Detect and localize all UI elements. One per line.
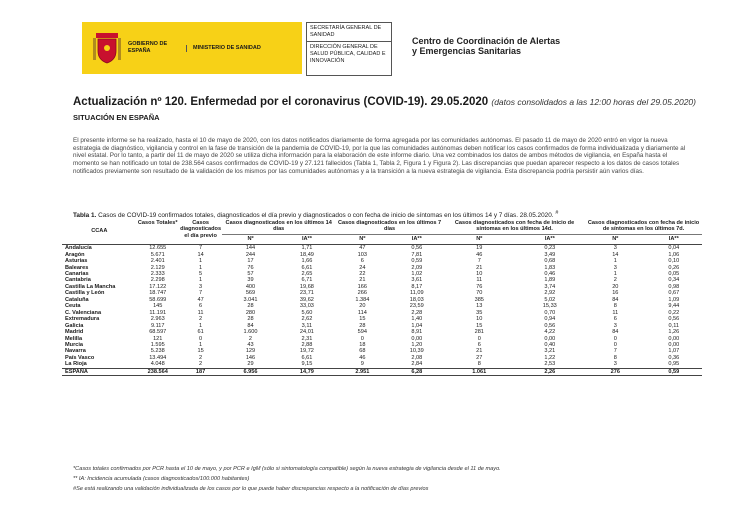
value-cell: 9 — [360, 361, 364, 368]
value-cell: 2 — [199, 361, 203, 368]
value-cell: 19 — [476, 245, 483, 252]
covid-cases-table — [62, 219, 702, 376]
value-cell: 3 — [613, 322, 617, 329]
centro-label: Centro de Coordinación de Alertas y Emergencias Sanitarias — [412, 36, 561, 56]
value-cell: 2,31 — [301, 335, 313, 342]
col-ia: IA** — [279, 234, 335, 244]
ccaa-cell: Cataluña — [65, 296, 89, 303]
value-cell: 0 — [360, 335, 364, 342]
value-cell: 5,02 — [544, 296, 556, 303]
value-cell: 1,09 — [668, 296, 680, 303]
value-cell: 2.963 — [150, 316, 165, 323]
value-cell: 0 — [477, 335, 481, 342]
value-cell: 6 — [613, 316, 617, 323]
value-cell: 2.298 — [150, 277, 165, 284]
value-cell: 7 — [199, 290, 203, 297]
value-cell: 0,34 — [668, 277, 680, 284]
value-cell: 1 — [199, 264, 203, 271]
value-cell: 2,09 — [411, 264, 423, 271]
value-cell: 7,81 — [411, 251, 423, 258]
value-cell: 6 — [477, 342, 481, 349]
value-cell: 0,56 — [411, 245, 423, 252]
value-cell: 2,53 — [544, 361, 556, 368]
ccaa-cell: Cantabria — [65, 277, 91, 284]
ccaa-cell: Murcia — [65, 342, 84, 349]
value-cell: 145 — [153, 303, 163, 310]
value-cell: 187 — [179, 368, 222, 375]
value-cell: 58.699 — [149, 296, 167, 303]
value-cell: 9,44 — [668, 303, 680, 310]
col-ccaa: CCAA — [62, 219, 137, 245]
value-cell: 0,23 — [544, 245, 556, 252]
intro-paragraph: El presente informe se ha realizado, hasta el 10 de mayo de 2020, con los datos notificados diariamente de forma agregada por las comunidades autónomas. El pasado 11 de mayo de 2020 entró en vigor la nueva estrategia de diagnóstico, vigilancia y control en la fase de transición de la pandemia de COVID-19, por la que las comunidades autónomas deben notificar los casos confirmados de forma individualizada y diariamente al nivel estatal. Por lo tanto, a partir del 11 de mayo de 2020 se utiliza dicha información para la elaboración de este informe diario. Una vez combinados los datos de ambos métodos de vigilancia, en España hasta el momento se han notificado un total de 238.564 casos confirmados de COVID-19 y 27.121 fallecidos (Tabla 1, Tabla 2, Figura 1 y Figura 2). Las discrepancias que puedan aparecer respecto a los datos de casos totales notificados previamente son resultado de la validación de los mismos por las comunidades autónomas y a la transición a la nueva estrategia de vigilancia. Esta discrepancia podría persistir aún varios días. — [73, 137, 686, 175]
value-cell: 57 — [247, 271, 254, 278]
value-cell: 68 — [359, 348, 366, 355]
value-cell: 12.655 — [149, 245, 167, 252]
government-logo — [82, 22, 302, 74]
value-cell: 0,94 — [544, 316, 556, 323]
report-subtitle: SITUACIÓN EN ESPAÑA — [73, 113, 160, 122]
value-cell: 3 — [613, 361, 617, 368]
value-cell: 15,33 — [542, 303, 557, 310]
value-cell: 6.956 — [222, 368, 278, 375]
value-cell: 21 — [476, 264, 483, 271]
value-cell: 28 — [359, 322, 366, 329]
value-cell: 2,28 — [411, 309, 423, 316]
col-ia: IA** — [515, 234, 586, 244]
value-cell: 1,22 — [544, 354, 556, 361]
value-cell: 6 — [360, 258, 364, 265]
value-cell: 6,61 — [301, 264, 313, 271]
value-cell: 11.191 — [149, 309, 167, 316]
value-cell: 238.564 — [137, 368, 179, 375]
value-cell: 9,15 — [301, 361, 313, 368]
ccaa-cell: Canarias — [65, 271, 89, 278]
value-cell: 1 — [199, 258, 203, 265]
value-cell: 3.041 — [243, 296, 258, 303]
ccaa-cell: Extremadura — [65, 316, 100, 323]
value-cell: 7 — [199, 245, 203, 252]
value-cell: 70 — [476, 290, 483, 297]
value-cell: 3 — [613, 245, 617, 252]
value-cell: 15 — [476, 322, 483, 329]
value-cell: 21 — [476, 348, 483, 355]
col-ia: IA** — [646, 234, 702, 244]
table-caption — [73, 210, 558, 219]
value-cell: 3,21 — [544, 348, 556, 355]
table-row — [62, 361, 702, 368]
value-cell: 0,68 — [544, 258, 556, 265]
value-cell: 39 — [247, 277, 254, 284]
value-cell: 24 — [359, 264, 366, 271]
report-title-note: (datos consolidados a las 12:00 horas del 29.05.2020) — [491, 97, 696, 107]
value-cell: 14 — [612, 251, 619, 258]
value-cell: 2 — [199, 316, 203, 323]
value-cell: 6 — [199, 303, 203, 310]
value-cell: 2 — [613, 277, 617, 284]
value-cell: 2,26 — [515, 368, 586, 375]
value-cell: 0,22 — [668, 309, 680, 316]
value-cell: 27 — [476, 354, 483, 361]
table-body — [62, 245, 702, 376]
value-cell: 1.061 — [444, 368, 515, 375]
value-cell: 2,92 — [544, 290, 556, 297]
ccaa-cell: País Vasco — [65, 354, 95, 361]
value-cell: 1 — [613, 271, 617, 278]
value-cell: 23,59 — [409, 303, 424, 310]
ccaa-cell: Castilla y León — [65, 290, 105, 297]
value-cell: 2,84 — [411, 361, 423, 368]
secretaria-label: SECRETARÍA GENERAL DE SANIDAD — [307, 23, 391, 42]
ccaa-cell: Melilla — [65, 335, 83, 342]
value-cell: 1,20 — [411, 342, 423, 349]
value-cell: 76 — [476, 283, 483, 290]
value-cell: 23,71 — [299, 290, 314, 297]
col-casos-totales: Casos Totales* — [137, 219, 179, 245]
value-cell: 0,56 — [668, 316, 680, 323]
value-cell: 11 — [476, 277, 483, 284]
col-ia: IA** — [390, 234, 444, 244]
col-group-7d: Casos diagnosticados en los últimos 7 días — [335, 219, 444, 234]
value-cell: 15 — [197, 348, 204, 355]
value-cell: 0,98 — [668, 283, 680, 290]
value-cell: 1,07 — [668, 348, 680, 355]
value-cell: 9.117 — [150, 322, 165, 329]
value-cell: 35 — [476, 309, 483, 316]
value-cell: 2.951 — [335, 368, 389, 375]
value-cell: 0 — [613, 342, 617, 349]
value-cell: 19,68 — [299, 283, 314, 290]
value-cell: 5.671 — [150, 251, 165, 258]
value-cell: 21 — [359, 277, 366, 284]
value-cell: 0,67 — [668, 290, 680, 297]
value-cell: 1,71 — [301, 245, 313, 252]
value-cell: 144 — [245, 245, 256, 252]
table-total-row — [62, 368, 702, 375]
value-cell: 8,17 — [411, 283, 423, 290]
value-cell: 3,11 — [301, 322, 313, 329]
value-cell: 0,59 — [646, 368, 702, 375]
col-group-sintomas-7d: Casos diagnosticados con fecha de inicio de síntomas en los últimos 7d. — [585, 219, 702, 234]
value-cell: 0,00 — [544, 335, 556, 342]
value-cell: 6,28 — [390, 368, 444, 375]
value-cell: 17 — [247, 258, 254, 265]
value-cell: 0,05 — [668, 271, 680, 278]
value-cell: 2.401 — [150, 258, 165, 265]
value-cell: 0 — [199, 335, 203, 342]
value-cell: 11,09 — [409, 290, 424, 297]
value-cell: 121 — [153, 335, 163, 342]
value-cell: 7 — [477, 258, 481, 265]
value-cell: 281 — [474, 329, 484, 336]
value-cell: 1,04 — [411, 322, 423, 329]
value-cell: 0,95 — [668, 361, 680, 368]
value-cell: 13 — [476, 303, 483, 310]
value-cell: 10 — [476, 271, 483, 278]
value-cell: 2,65 — [301, 271, 313, 278]
ccaa-cell: Andalucía — [65, 245, 92, 252]
col-n: Nº — [444, 234, 515, 244]
value-cell: 20 — [359, 303, 366, 310]
value-cell: 1 — [613, 258, 617, 265]
value-cell: 0,10 — [668, 258, 680, 265]
value-cell: 1 — [199, 322, 203, 329]
footnotes — [73, 464, 501, 494]
ccaa-cell: Galicia — [65, 322, 84, 329]
value-cell: 400 — [245, 283, 256, 290]
value-cell: 8,91 — [411, 329, 423, 336]
value-cell: 0,26 — [668, 264, 680, 271]
value-cell: 11 — [197, 309, 204, 316]
value-cell: 276 — [585, 368, 645, 375]
value-cell: 2,62 — [301, 316, 313, 323]
col-n: Nº — [585, 234, 645, 244]
value-cell: 1,40 — [411, 316, 423, 323]
value-cell: 146 — [245, 354, 256, 361]
secretaria-box — [306, 22, 392, 76]
value-cell: 39,62 — [299, 296, 314, 303]
value-cell: 4,22 — [544, 329, 556, 336]
col-casos-dia: Casos diagnosticados el día previo — [179, 219, 222, 245]
value-cell: 0,00 — [411, 335, 423, 342]
value-cell: 18,49 — [299, 251, 314, 258]
value-cell: 569 — [245, 290, 256, 297]
value-cell: 47 — [197, 296, 204, 303]
value-cell: 1,66 — [301, 258, 313, 265]
value-cell: 2 — [199, 354, 203, 361]
value-cell: 1,06 — [668, 251, 680, 258]
value-cell: 0,00 — [668, 342, 680, 349]
value-cell: 5,60 — [301, 309, 313, 316]
value-cell: 0,70 — [544, 309, 556, 316]
value-cell: 22 — [359, 271, 366, 278]
value-cell: 2.333 — [150, 271, 165, 278]
value-cell: 1,26 — [668, 329, 680, 336]
value-cell: 1,83 — [544, 264, 556, 271]
value-cell: 7 — [613, 348, 617, 355]
value-cell: 46 — [476, 251, 483, 258]
value-cell: 10 — [476, 316, 483, 323]
value-cell: 1 — [199, 342, 203, 349]
value-cell: 0,59 — [411, 258, 423, 265]
value-cell: 1.595 — [150, 342, 165, 349]
gobierno-label: GOBIERNO DE ESPAÑA — [128, 41, 168, 54]
value-cell: 18 — [359, 342, 366, 349]
footnote-1: *Casos totales confirmados por PCR hasta el 10 de mayo, y por PCR e IgM (sólo si sintomatología compatible) según la nueva estrategia de vigilancia desde el 11 de mayo. — [73, 466, 501, 472]
value-cell: 18,03 — [409, 296, 424, 303]
value-cell: 6,71 — [301, 277, 313, 284]
report-title-text: Actualización nº 120. Enfermedad por el coronavirus (COVID-19). 29.05.2020 — [73, 96, 489, 108]
value-cell: 385 — [474, 296, 484, 303]
coat-of-arms-icon — [92, 30, 122, 66]
value-cell: 17.122 — [149, 283, 167, 290]
value-cell: 3 — [199, 283, 203, 290]
value-cell: 0,56 — [544, 322, 556, 329]
value-cell: 0,11 — [668, 322, 680, 329]
value-cell: 1 — [199, 277, 203, 284]
value-cell: 5 — [199, 271, 203, 278]
value-cell: 166 — [357, 283, 368, 290]
footnote-2: ** IA: Incidencia acumulada (casos diagnosticados/100.000 habitantes) — [73, 476, 250, 482]
value-cell: 2,08 — [411, 354, 423, 361]
value-cell: 19,72 — [299, 348, 314, 355]
value-cell: 2,88 — [301, 342, 313, 349]
ccaa-cell: Madrid — [65, 329, 84, 336]
value-cell: 103 — [357, 251, 368, 258]
value-cell: 10,39 — [409, 348, 424, 355]
value-cell: 244 — [245, 251, 256, 258]
ccaa-cell: Asturias — [65, 258, 88, 265]
value-cell: 18.747 — [149, 290, 167, 297]
ccaa-cell: C. Valenciana — [65, 309, 102, 316]
value-cell: 28 — [247, 316, 254, 323]
value-cell: 2 — [248, 335, 253, 342]
value-cell: 3,49 — [544, 251, 556, 258]
value-cell: 43 — [247, 342, 254, 349]
value-cell: 1.600 — [243, 329, 258, 336]
col-n: Nº — [222, 234, 278, 244]
value-cell: 16 — [612, 290, 619, 297]
value-cell: 266 — [357, 290, 368, 297]
value-cell: 3,74 — [544, 283, 556, 290]
value-cell: 0,46 — [544, 271, 556, 278]
value-cell: 0,04 — [668, 245, 680, 252]
value-cell: 114 — [357, 309, 367, 316]
value-cell: 0,36 — [668, 354, 680, 361]
ministerio-label: MINISTERIO DE SANIDAD — [186, 45, 263, 52]
value-cell: 8 — [613, 354, 617, 361]
ccaa-cell: Castilla La Mancha — [65, 283, 116, 290]
caption-label: Tabla 1. — [73, 212, 97, 220]
value-cell: 0 — [613, 335, 617, 342]
document-header — [70, 22, 690, 82]
ccaa-cell: Ceuta — [65, 303, 81, 310]
value-cell: 68.597 — [149, 329, 167, 336]
ccaa-cell: ESPAÑA — [62, 368, 137, 375]
value-cell: 1.384 — [355, 296, 370, 303]
value-cell: 76 — [247, 264, 254, 271]
value-cell: 29 — [247, 361, 254, 368]
value-cell: 594 — [357, 329, 368, 336]
value-cell: 20 — [612, 283, 619, 290]
value-cell: 0,00 — [668, 335, 680, 342]
value-cell: 14,79 — [279, 368, 335, 375]
value-cell: 61 — [197, 329, 204, 336]
ccaa-cell: Navarra — [65, 348, 86, 355]
value-cell: 13.494 — [149, 354, 167, 361]
col-group-14d: Casos diagnosticados en los últimos 14 días — [222, 219, 335, 234]
value-cell: 8 — [477, 361, 481, 368]
value-cell: 84 — [612, 296, 619, 303]
value-cell: 1,89 — [544, 277, 556, 284]
value-cell: 3 — [613, 264, 617, 271]
value-cell: 3,61 — [411, 277, 423, 284]
caption-text: Casos de COVID-19 confirmados totales, diagnosticados el día previo y diagnosticados o con fecha de inicio de síntomas en los últimos 14 y 7 días. 28.05.2020. — [98, 212, 554, 220]
ccaa-cell: Baleares — [65, 264, 89, 271]
value-cell: 84 — [247, 322, 254, 329]
value-cell: 15 — [359, 316, 366, 323]
report-title — [73, 96, 696, 108]
value-cell: 24,01 — [299, 329, 314, 336]
value-cell: 11 — [612, 309, 619, 316]
value-cell: 6,61 — [301, 354, 313, 361]
ccaa-cell: Aragón — [65, 251, 85, 258]
table-row — [62, 245, 702, 252]
col-n: Nº — [335, 234, 389, 244]
value-cell: 5.238 — [150, 348, 165, 355]
col-group-sintomas-14d: Casos diagnosticados con fecha de inicio de síntomas en los últimos 14d. — [444, 219, 585, 234]
value-cell: 1,02 — [411, 271, 423, 278]
value-cell: 33,03 — [299, 303, 314, 310]
caption-mark: # — [555, 210, 559, 216]
value-cell: 4.048 — [150, 361, 165, 368]
ccaa-cell: La Rioja — [65, 361, 87, 368]
value-cell: 47 — [359, 245, 366, 252]
value-cell: 129 — [245, 348, 256, 355]
value-cell: 280 — [245, 309, 256, 316]
value-cell: 8 — [613, 303, 617, 310]
value-cell: 0,40 — [544, 342, 556, 349]
value-cell: 84 — [612, 329, 619, 336]
direccion-label: DIRECCIÓN GENERAL DE SALUD PÚBLICA, CALIDAD E INNOVACIÓN — [310, 44, 386, 64]
value-cell: 28 — [247, 303, 254, 310]
value-cell: 14 — [197, 251, 204, 258]
value-cell: 2.129 — [150, 264, 165, 271]
value-cell: 46 — [359, 354, 366, 361]
footnote-3: #Se está realizando una validación individualizada de los casos por lo que puede haber discrepancias respecto a la notificación de días previos — [73, 486, 429, 492]
